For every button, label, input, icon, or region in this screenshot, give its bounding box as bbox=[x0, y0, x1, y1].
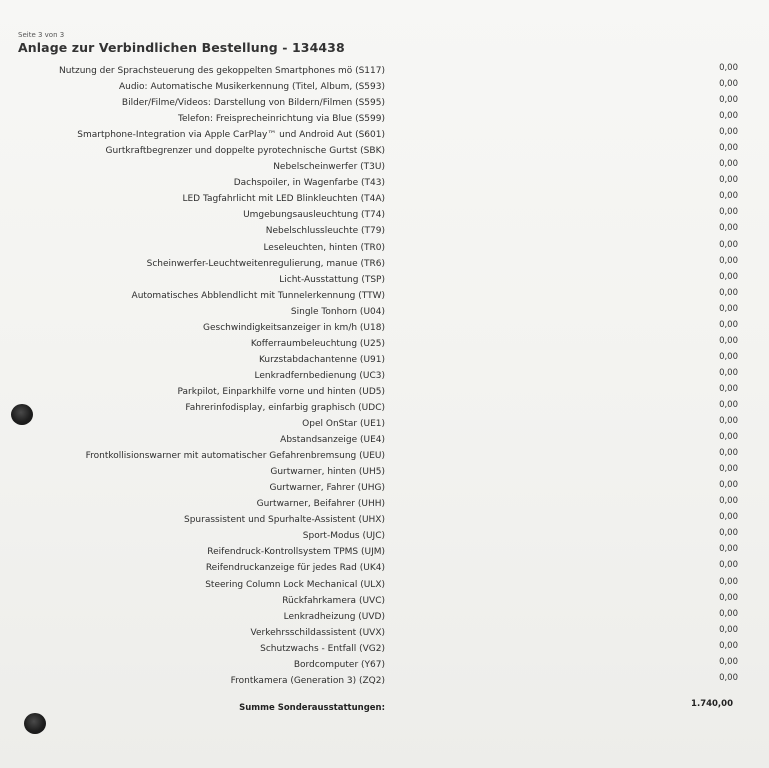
item-label: Reifendruckanzeige für jedes Rad (UK4) bbox=[205, 563, 385, 574]
list-item bbox=[0, 337, 769, 353]
item-label: Steering Column Lock Mechanical (ULX) bbox=[205, 579, 385, 590]
item-price: 0,00 bbox=[719, 351, 738, 362]
item-label: Scheinwerfer-Leuchtweitenregulierung, manue (TR6) bbox=[146, 258, 385, 269]
item-label: Frontkamera (Generation 3) (ZQ2) bbox=[230, 675, 385, 686]
list-item bbox=[0, 112, 769, 128]
list-item bbox=[0, 369, 769, 385]
list-item bbox=[0, 241, 769, 257]
item-label: Sport-Modus (UJC) bbox=[302, 531, 385, 542]
document-title: Anlage zur Verbindlichen Bestellung - 134438 bbox=[18, 40, 345, 55]
item-label: Verkehrsschildassistent (UVX) bbox=[250, 627, 385, 638]
list-item bbox=[0, 257, 769, 273]
item-price: 0,00 bbox=[719, 383, 738, 394]
item-label: Frontkollisionswarner mit automatischer Gefahrenbremsung (UEU) bbox=[85, 451, 385, 462]
item-price: 0,00 bbox=[719, 367, 738, 378]
list-item bbox=[0, 289, 769, 305]
page-indicator: Seite 3 von 3 bbox=[18, 31, 65, 39]
equipment-list bbox=[0, 64, 769, 690]
item-price: 0,00 bbox=[719, 223, 738, 234]
item-label: Reifendruck-Kontrollsystem TPMS (UJM) bbox=[207, 547, 385, 558]
item-price: 0,00 bbox=[719, 399, 738, 410]
item-label: Leseleuchten, hinten (TR0) bbox=[263, 242, 385, 253]
item-price: 0,00 bbox=[719, 432, 738, 443]
item-price: 0,00 bbox=[719, 191, 738, 202]
list-item bbox=[0, 160, 769, 176]
summary-label: Summe Sonderausstattungen: bbox=[239, 703, 385, 713]
list-item bbox=[0, 273, 769, 289]
item-price: 0,00 bbox=[719, 480, 738, 491]
item-label: Schutzwachs - Entfall (VG2) bbox=[260, 643, 385, 654]
item-label: Fahrerinfodisplay, einfarbig graphisch (UDC) bbox=[185, 402, 385, 413]
item-label: Single Tonhorn (U04) bbox=[290, 306, 385, 317]
item-label: Nebelscheinwerfer (T3U) bbox=[273, 162, 385, 173]
item-price: 0,00 bbox=[719, 544, 738, 555]
item-label: Gurtwarner, hinten (UH5) bbox=[270, 467, 385, 478]
item-label: Umgebungsausleuchtung (T74) bbox=[243, 210, 385, 221]
list-item bbox=[0, 674, 769, 690]
list-item bbox=[0, 561, 769, 577]
item-price: 0,00 bbox=[719, 464, 738, 475]
item-price: 0,00 bbox=[719, 560, 738, 571]
list-item bbox=[0, 353, 769, 369]
list-item bbox=[0, 305, 769, 321]
punch-hole bbox=[11, 404, 33, 425]
item-label: LED Tagfahrlicht mit LED Blinkleuchten (T4A) bbox=[182, 194, 385, 205]
list-item bbox=[0, 497, 769, 513]
item-label: Spurassistent und Spurhalte-Assistent (UHX) bbox=[184, 515, 385, 526]
item-price: 0,00 bbox=[719, 608, 738, 619]
item-label: Lenkradfernbedienung (UC3) bbox=[254, 370, 385, 381]
item-price: 0,00 bbox=[719, 672, 738, 683]
item-label: Audio: Automatische Musikerkennung (Titel, Album, (S593) bbox=[118, 82, 385, 93]
list-item bbox=[0, 594, 769, 610]
item-label: Bilder/Filme/Videos: Darstellung von Bildern/Filmen (S595) bbox=[121, 98, 385, 109]
list-item bbox=[0, 626, 769, 642]
item-price: 0,00 bbox=[719, 63, 738, 73]
list-item bbox=[0, 417, 769, 433]
list-item bbox=[0, 224, 769, 240]
punch-hole bbox=[24, 713, 46, 734]
item-label: Gurtkraftbegrenzer und doppelte pyrotechnische Gurtst (SBK) bbox=[105, 146, 385, 157]
item-price: 0,00 bbox=[719, 255, 738, 266]
item-label: Gurtwarner, Beifahrer (UHH) bbox=[256, 499, 385, 510]
item-price: 0,00 bbox=[719, 528, 738, 539]
item-label: Dachspoiler, in Wagenfarbe (T43) bbox=[233, 178, 385, 189]
item-label: Nutzung der Sprachsteuerung des gekoppelten Smartphones mö (S117) bbox=[59, 66, 385, 76]
item-price: 0,00 bbox=[719, 512, 738, 523]
item-price: 0,00 bbox=[719, 287, 738, 298]
list-item bbox=[0, 513, 769, 529]
item-label: Opel OnStar (UE1) bbox=[302, 419, 385, 430]
list-item bbox=[0, 433, 769, 449]
summary-value: 1.740,00 bbox=[691, 699, 733, 709]
item-price: 0,00 bbox=[719, 319, 738, 330]
item-price: 0,00 bbox=[719, 159, 738, 170]
list-item bbox=[0, 658, 769, 674]
list-item bbox=[0, 465, 769, 481]
item-price: 0,00 bbox=[719, 496, 738, 507]
list-item bbox=[0, 449, 769, 465]
list-item bbox=[0, 578, 769, 594]
list-item bbox=[0, 642, 769, 658]
item-price: 0,00 bbox=[719, 239, 738, 250]
item-label: Kurzstabdachantenne (U91) bbox=[258, 354, 385, 365]
item-label: Kofferraumbeleuchtung (U25) bbox=[250, 338, 385, 349]
item-label: Licht-Ausstattung (TSP) bbox=[279, 274, 385, 285]
list-item bbox=[0, 192, 769, 208]
list-item bbox=[0, 321, 769, 337]
item-label: Automatisches Abblendlicht mit Tunnelerkennung (TTW) bbox=[131, 290, 385, 301]
item-label: Parkpilot, Einparkhilfe vorne und hinten (UD5) bbox=[177, 386, 385, 397]
list-item bbox=[0, 176, 769, 192]
item-price: 0,00 bbox=[719, 335, 738, 346]
item-price: 0,00 bbox=[719, 303, 738, 314]
list-item bbox=[0, 128, 769, 144]
item-label: Bordcomputer (Y67) bbox=[293, 659, 385, 670]
item-price: 0,00 bbox=[719, 175, 738, 186]
item-price: 0,00 bbox=[719, 79, 738, 90]
list-item bbox=[0, 144, 769, 160]
list-item bbox=[0, 208, 769, 224]
item-label: Telefon: Freisprecheinrichtung via Blue (S599) bbox=[178, 114, 385, 125]
item-label: Smartphone-Integration via Apple CarPlay™ und Android Aut (S601) bbox=[77, 130, 385, 141]
list-item bbox=[0, 96, 769, 112]
item-price: 0,00 bbox=[719, 416, 738, 427]
item-price: 0,00 bbox=[719, 624, 738, 635]
item-price: 0,00 bbox=[719, 640, 738, 651]
list-item bbox=[0, 545, 769, 561]
item-price: 0,00 bbox=[719, 207, 738, 218]
list-item bbox=[0, 401, 769, 417]
item-label: Nebelschlussleuchte (T79) bbox=[265, 226, 385, 237]
list-item bbox=[0, 385, 769, 401]
list-item bbox=[0, 610, 769, 626]
list-item bbox=[0, 80, 769, 96]
list-item bbox=[0, 64, 769, 80]
item-label: Rückfahrkamera (UVC) bbox=[282, 595, 385, 606]
item-price: 0,00 bbox=[719, 656, 738, 667]
item-price: 0,00 bbox=[719, 448, 738, 459]
item-label: Gurtwarner, Fahrer (UHG) bbox=[269, 483, 385, 494]
item-label: Abstandsanzeige (UE4) bbox=[280, 435, 385, 446]
item-price: 0,00 bbox=[719, 143, 738, 154]
item-price: 0,00 bbox=[719, 95, 738, 106]
item-price: 0,00 bbox=[719, 592, 738, 603]
item-price: 0,00 bbox=[719, 127, 738, 138]
item-price: 0,00 bbox=[719, 271, 738, 282]
item-label: Lenkradheizung (UVD) bbox=[283, 611, 385, 622]
item-label: Geschwindigkeitsanzeiger in km/h (U18) bbox=[203, 322, 385, 333]
item-price: 0,00 bbox=[719, 111, 738, 122]
list-item bbox=[0, 529, 769, 545]
item-price: 0,00 bbox=[719, 576, 738, 587]
list-item bbox=[0, 481, 769, 497]
